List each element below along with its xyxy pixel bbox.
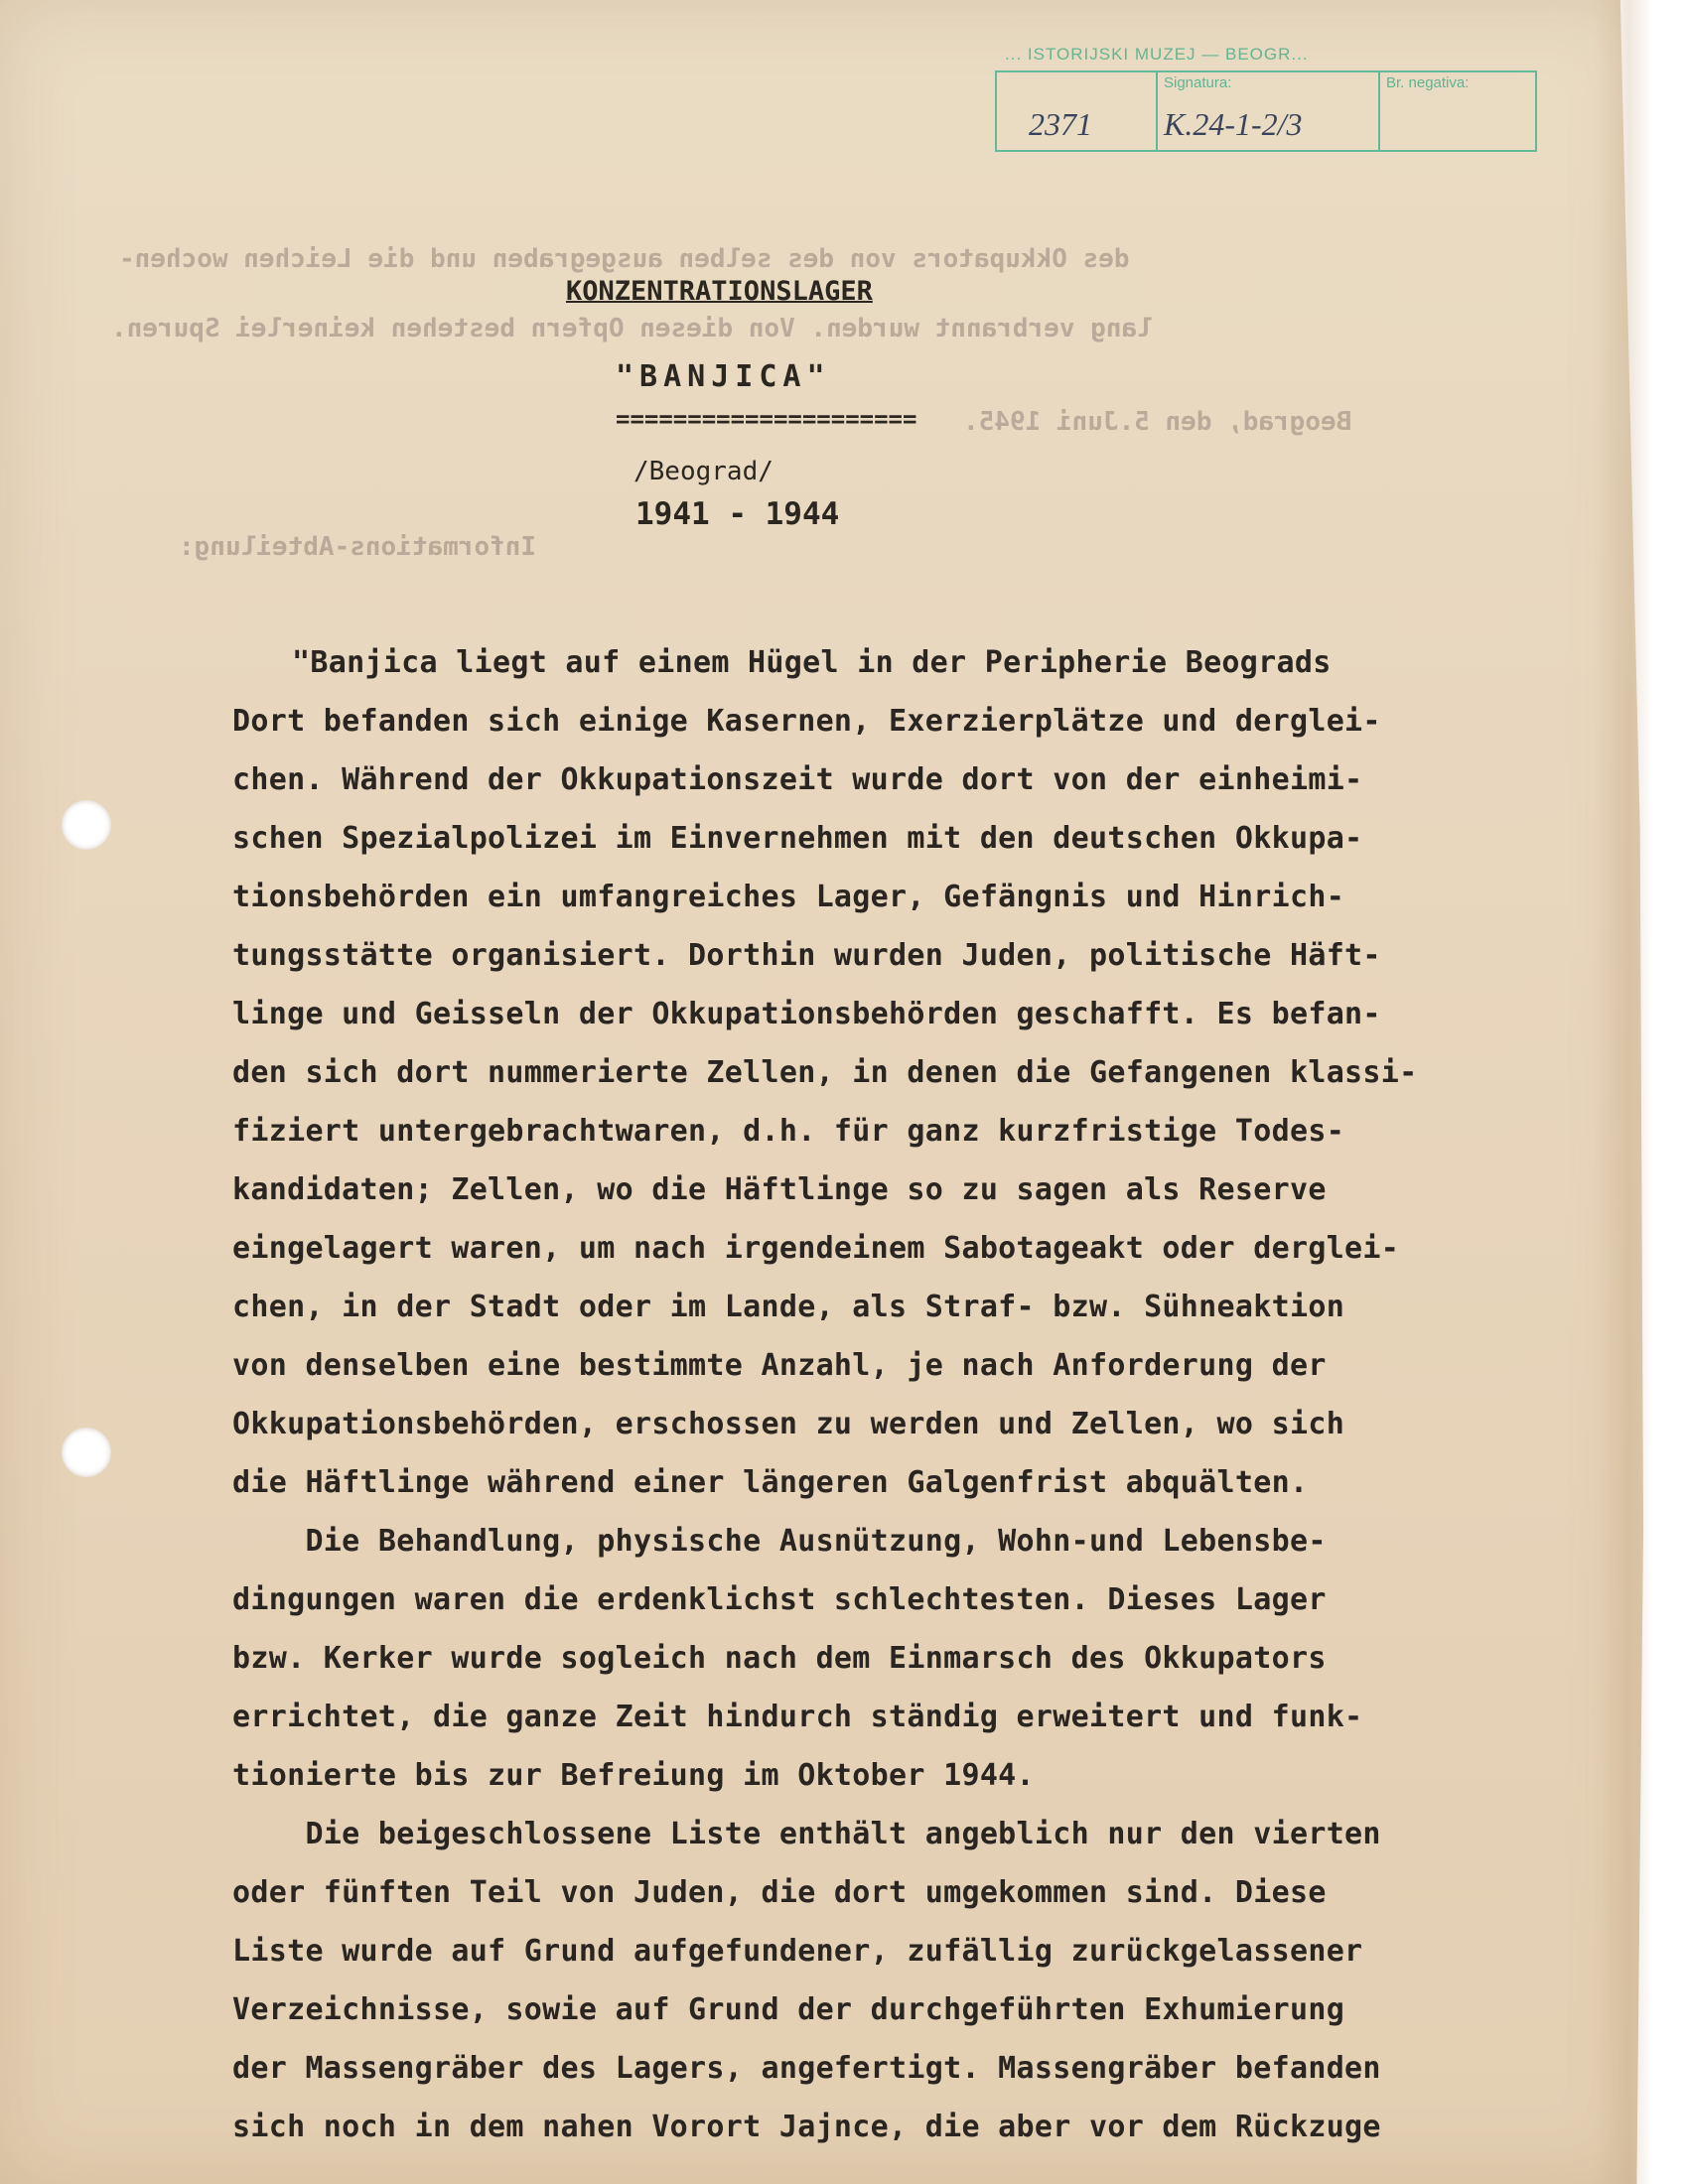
text-line: Liste wurde auf Grund aufgefundener, zufällig zurückgelassener xyxy=(232,1934,1363,1969)
text-line: eingelagert waren, um nach irgendeinem Sabotageakt oder derglei- xyxy=(232,1231,1400,1266)
stamp-header: ... ISTORIJSKI MUZEJ — BEOGR... xyxy=(1005,45,1309,64)
place-label: /Beograd/ xyxy=(633,457,774,486)
bleed-through-line: Beograd, den 5.Juni 1945. xyxy=(963,407,1352,437)
text-line: Okkupationsbehörden, erschossen zu werden und Zellen, wo sich xyxy=(232,1407,1345,1441)
text-line: die Häftlinge während einer längeren Galgenfrist abquälten. xyxy=(232,1465,1309,1500)
text-line: kandidaten; Zellen, wo die Häftlinge so zu sagen als Reserve xyxy=(232,1172,1327,1207)
text-line: fiziert untergebrachtwaren, d.h. für ganz kurzfristige Todes- xyxy=(232,1114,1345,1149)
text-line: Verzeichnisse, sowie auf Grund der durchgeführten Exhumierung xyxy=(232,1992,1345,2027)
punch-hole xyxy=(62,800,111,850)
text-line: den sich dort nummerierte Zellen, in denen die Gefangenen klassi- xyxy=(232,1055,1418,1090)
text-line: chen. Während der Okkupationszeit wurde dort von der einheimi- xyxy=(232,762,1363,797)
punch-hole xyxy=(62,1428,111,1477)
inventory-number: 2371 xyxy=(1029,106,1092,142)
text-line: sich noch in dem nahen Vorort Jajnce, die aber vor dem Rückzuge xyxy=(232,2110,1381,2144)
text-line: tionierte bis zur Befreiung im Oktober 1944. xyxy=(232,1758,1035,1793)
stamp-cell-signature xyxy=(1156,72,1380,150)
text-line: schen Spezialpolizei im Einvernehmen mit den deutschen Okkupa- xyxy=(232,821,1363,856)
title-rule: ===================== xyxy=(616,405,917,433)
text-line: errichtet, die ganze Zeit hindurch ständig erweitert und funk- xyxy=(232,1700,1363,1734)
stamp-cell-label: Br. negativa: xyxy=(1386,74,1470,91)
bleed-through-line: Informations-Abteilung: xyxy=(179,532,537,562)
text-line: Dort befanden sich einige Kasernen, Exerzierplätze und derglei- xyxy=(232,704,1381,739)
archive-stamp xyxy=(995,45,1541,159)
stamp-cell-negative xyxy=(1378,72,1535,150)
stamp-cell-label: Signatura: xyxy=(1164,74,1232,91)
text-line: tungsstätte organisiert. Dorthin wurden Juden, politische Häft- xyxy=(232,938,1381,973)
text-line: der Massengräber des Lagers, angefertigt. Massengräber befanden xyxy=(232,2051,1381,2086)
camp-name: "BANJICA" xyxy=(616,359,831,394)
bleed-through-line: des Okkupators von des selben ausgegraben und die Leichen wochen- xyxy=(119,244,1130,274)
body-text xyxy=(232,645,1583,2168)
text-line: tionsbehörden ein umfangreiches Lager, Gefängnis und Hinrich- xyxy=(232,880,1345,914)
text-line: von denselben eine bestimmte Anzahl, je nach Anforderung der xyxy=(232,1348,1327,1383)
stamp-cell-number xyxy=(997,72,1158,150)
years-label: 1941 - 1944 xyxy=(635,496,840,532)
text-line: dingungen waren die erdenklichst schlechtesten. Dieses Lager xyxy=(232,1582,1327,1617)
signature-value: K.24-1-2/3 xyxy=(1164,106,1303,142)
text-line: bzw. Kerker wurde sogleich nach dem Einmarsch des Okkupators xyxy=(232,1641,1327,1676)
text-line: "Banjica liegt auf einem Hügel in der Peripherie Beograds xyxy=(292,645,1332,680)
text-line: Die Behandlung, physische Ausnützung, Wohn-und Lebensbe- xyxy=(232,1524,1327,1559)
stamp-box xyxy=(995,70,1537,152)
text-line: Die beigeschlossene Liste enthält angeblich nur den vierten xyxy=(232,1817,1381,1851)
document-title: KONZENTRATIONSLAGER xyxy=(566,276,873,307)
text-line: linge und Geisseln der Okkupationsbehörden geschafft. Es befan- xyxy=(232,997,1381,1031)
bleed-through-line: lang verbrannt wurden. Von diesen Opfern bestehen keinerlei Spuren. xyxy=(111,314,1153,343)
text-line: oder fünften Teil von Juden, die dort umgekommen sind. Diese xyxy=(232,1875,1327,1910)
text-line: chen, in der Stadt oder im Lande, als Straf- bzw. Sühneaktion xyxy=(232,1290,1345,1324)
